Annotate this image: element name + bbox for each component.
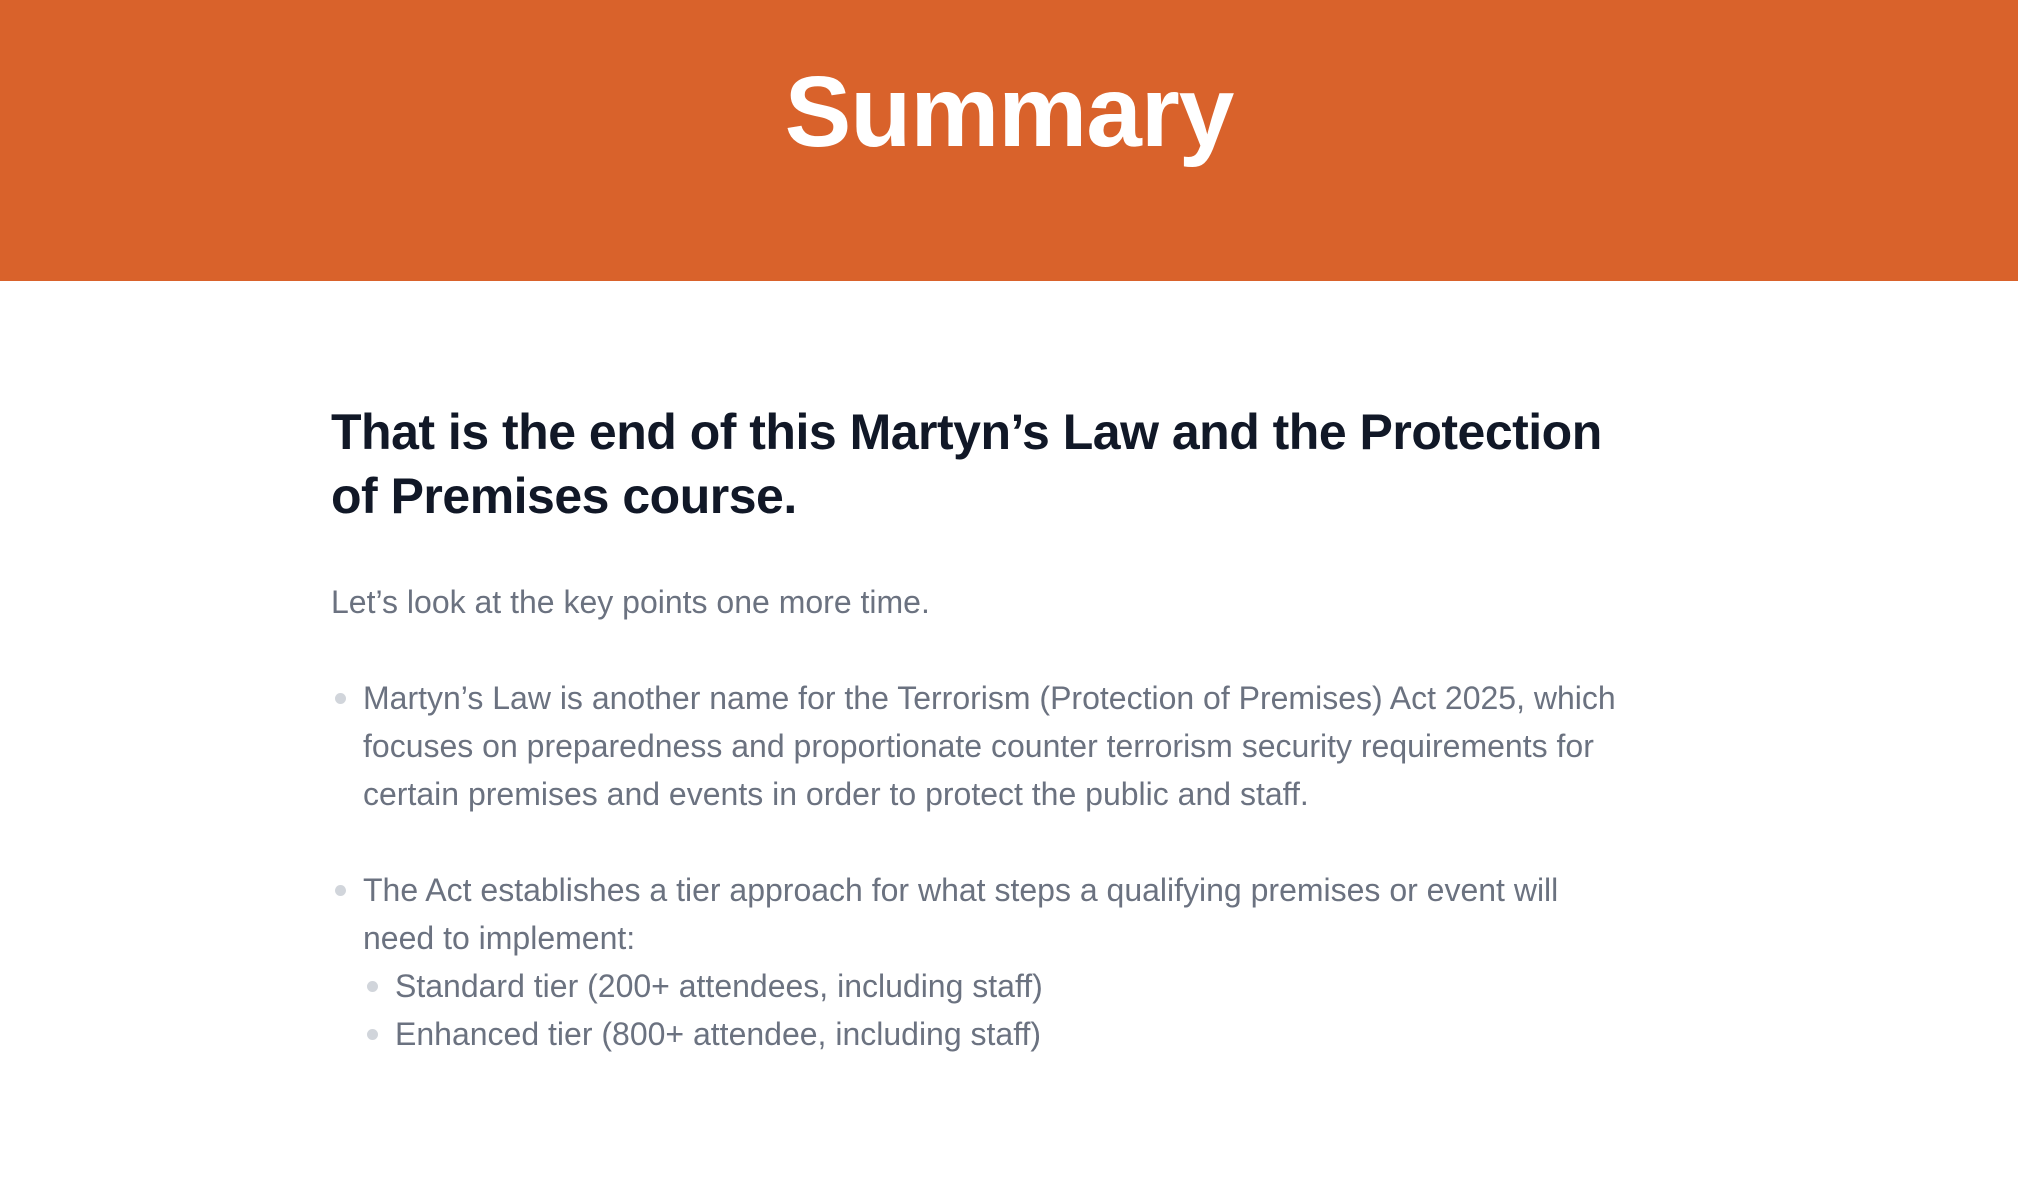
key-points-list (331, 674, 1631, 1058)
bullet-dot-icon (335, 693, 346, 704)
summary-banner (0, 0, 2018, 281)
list-item-text: Martyn’s Law is another name for the Terrorism (Protection of Premises) Act 2025, which focuses on preparedness and proportionate counter terrorism security requirements for certain premises and events in order to protect the public and staff. (363, 680, 1616, 812)
intro-text: Let’s look at the key points one more time. (331, 584, 930, 620)
bullet-dot-icon (367, 981, 378, 992)
bullet-dot-icon (367, 1029, 378, 1040)
summary-content (331, 400, 1631, 1058)
sublist-item (363, 962, 1631, 1010)
sublist-item (363, 1010, 1631, 1058)
bullet-dot-icon (335, 885, 346, 896)
page-title: Summary (784, 56, 1234, 168)
list-item (331, 866, 1631, 1058)
tier-sublist (363, 962, 1631, 1058)
section-heading: That is the end of this Martyn’s Law and the Protection of Premises course. (331, 404, 1602, 524)
list-item (331, 674, 1631, 818)
list-item-text: The Act establishes a tier approach for what steps a qualifying premises or event will need to implement: (363, 872, 1559, 956)
sublist-item-text: Enhanced tier (800+ attendee, including staff) (395, 1016, 1042, 1052)
sublist-item-text: Standard tier (200+ attendees, including staff) (395, 968, 1043, 1004)
